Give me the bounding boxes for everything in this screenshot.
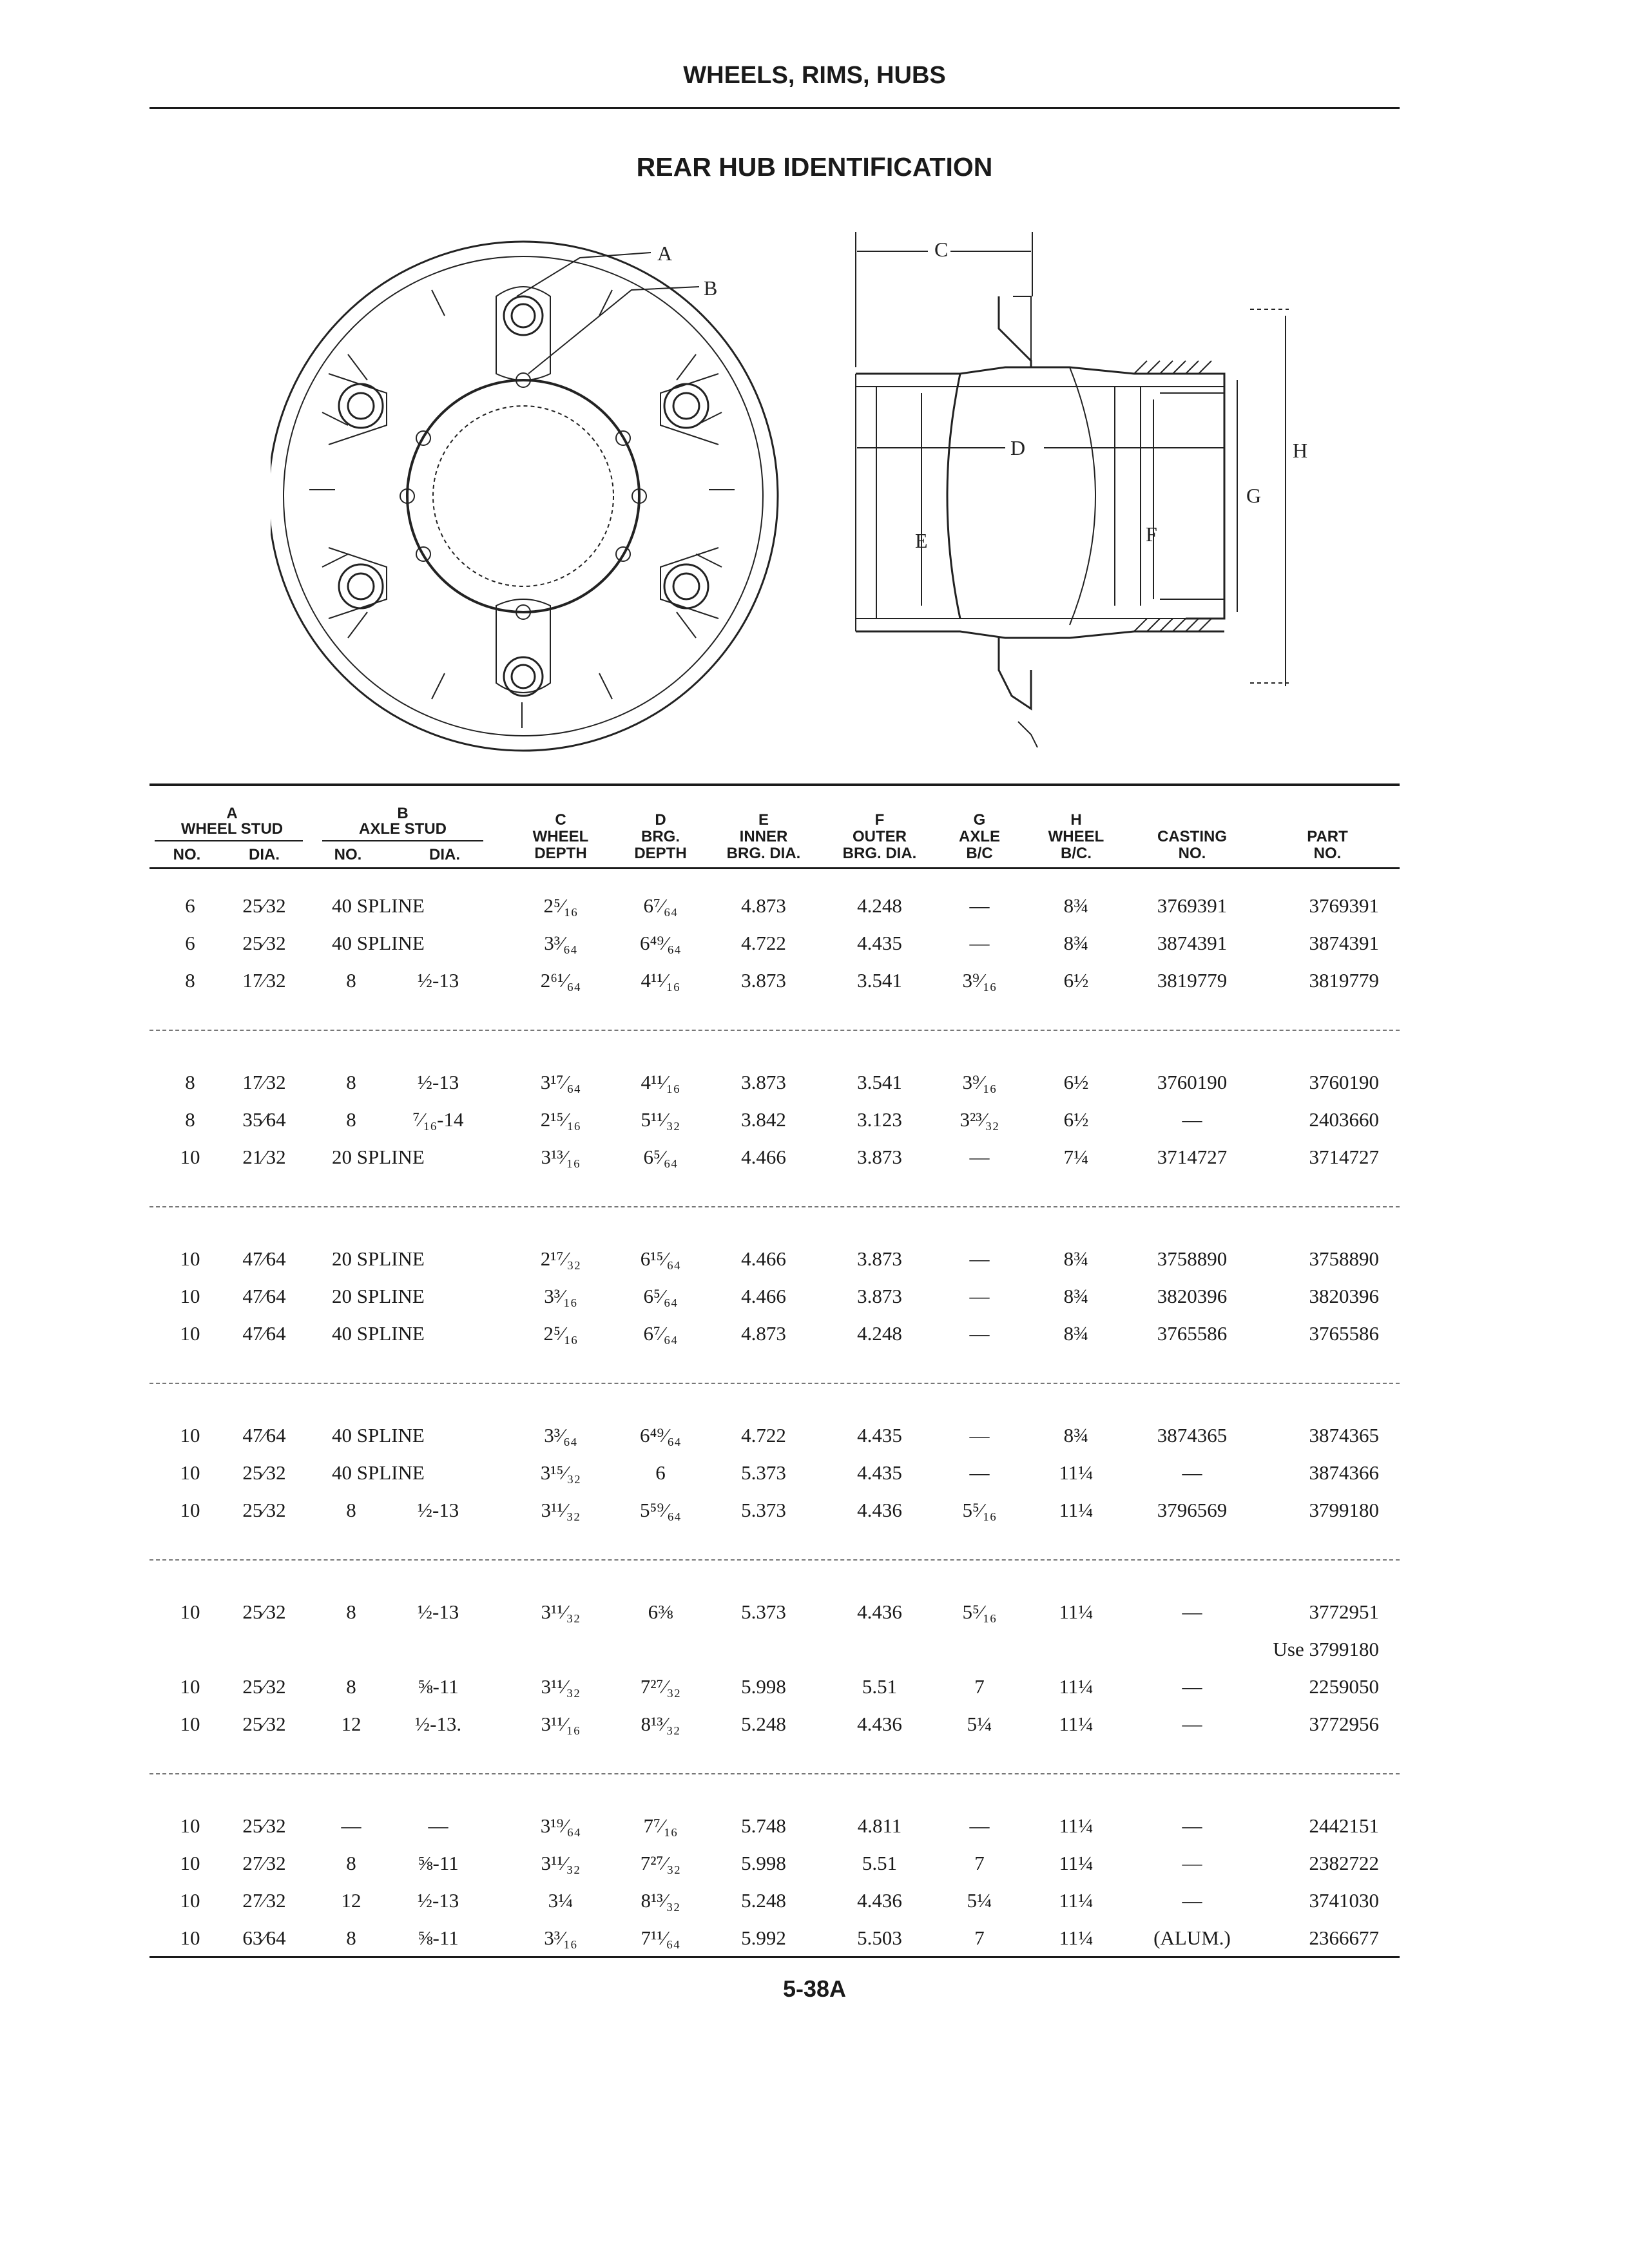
col-axle-stud-no: NO. [334,846,362,863]
cell-f-outer-brg-dia: 5.503 [857,1927,902,1949]
cell-g-axle-bc: — [969,1247,990,1270]
cell-part-no: 3874365 [1309,1424,1379,1446]
cell-part-no: 3874366 [1309,1461,1379,1484]
cell-g-axle-bc: 7 [974,1675,985,1698]
cell-f-outer-brg-dia: 4.435 [857,1424,902,1446]
label-d: D [1010,436,1026,459]
cell-g-axle-bc: — [969,1322,990,1345]
cell-part-no: 3769391 [1309,894,1379,917]
cell-wheel-stud-dia: 27⁄32 [242,1889,286,1912]
cell-axle-stud-dia: ⅝-11 [418,1927,459,1949]
cell-c-wheel-depth: 3¹⁵⁄₃₂ [540,1461,581,1484]
cell-casting-no: — [1182,1852,1202,1874]
cell-part-no: 3758890 [1309,1247,1379,1270]
cell-f-outer-brg-dia: 4.435 [857,932,902,954]
col-e-inner-brg-dia: E INNER BRG. DIA. [726,811,801,862]
table-bottom-rule [149,1956,1400,1958]
cell-f-outer-brg-dia: 5.51 [862,1675,898,1698]
cell-wheel-stud-dia: 35⁄64 [242,1108,286,1131]
cell-axle-stud-no: 40 SPLINE [332,1424,425,1446]
cell-g-axle-bc: 5¼ [967,1713,992,1735]
cell-h-wheel-bc: 6½ [1063,969,1089,992]
cell-axle-stud-dia: ⅝-11 [418,1852,459,1874]
cell-wheel-stud-no: 8 [185,1108,195,1131]
cell-casting-no: — [1182,1108,1202,1131]
cell-wheel-stud-no: 10 [180,1927,200,1949]
cell-c-wheel-depth: 3³⁄₆₄ [544,1424,577,1446]
cell-c-wheel-depth: 3¹³⁄₁₆ [541,1146,581,1168]
cell-f-outer-brg-dia: 3.541 [857,1071,902,1093]
cell-h-wheel-bc: 6½ [1063,1071,1089,1093]
cell-d-brg-depth: 6¹⁵⁄₆₄ [640,1247,681,1270]
cell-wheel-stud-no: 10 [180,1600,200,1623]
cell-h-wheel-bc: 6½ [1063,1108,1089,1131]
col-h-wheel-bc: H WHEEL B/C. [1048,811,1104,862]
cell-e-inner-brg-dia: 3.873 [741,969,786,992]
cell-wheel-stud-dia: 17⁄32 [242,1071,286,1093]
cell-axle-stud-no: 12 [341,1713,361,1735]
section-title: WHEELS, RIMS, HUBS [683,62,946,89]
cell-casting-no: (ALUM.) [1153,1927,1231,1949]
cell-c-wheel-depth: 2⁵⁄₁₆ [543,894,578,917]
cell-d-brg-depth: 6⁴⁹⁄₆₄ [640,1424,681,1446]
cell-wheel-stud-no: 10 [180,1285,200,1307]
cell-wheel-stud-no: 10 [180,1814,200,1837]
cell-e-inner-brg-dia: 5.373 [741,1499,786,1521]
cell-d-brg-depth: 6 [655,1461,666,1484]
cell-c-wheel-depth: 3¹¹⁄₃₂ [541,1852,581,1874]
cell-h-wheel-bc: 11¼ [1059,1852,1094,1874]
cell-part-no: 2259050 [1309,1675,1379,1698]
cell-f-outer-brg-dia: 4.248 [857,894,902,917]
label-h: H [1293,439,1308,462]
cell-wheel-stud-dia: 47⁄64 [242,1285,286,1307]
cell-e-inner-brg-dia: 4.466 [741,1285,786,1307]
cell-wheel-stud-dia: 21⁄32 [242,1146,286,1168]
col-part-no: PART NO. [1307,828,1348,862]
cell-part-no: 2403660 [1309,1108,1379,1131]
cell-wheel-stud-dia: 63⁄64 [242,1927,286,1949]
cell-d-brg-depth: 5⁵⁹⁄₆₄ [640,1499,681,1521]
col-group-wheel-stud: WHEEL STUD [180,820,284,838]
cell-part-no: 3741030 [1309,1889,1379,1912]
cell-e-inner-brg-dia: 4.722 [741,932,786,954]
cell-axle-stud-no: 40 SPLINE [332,932,425,954]
cell-f-outer-brg-dia: 5.51 [862,1852,898,1874]
cell-g-axle-bc: 5⁵⁄₁₆ [962,1600,997,1623]
cell-c-wheel-depth: 2¹⁷⁄₃₂ [540,1247,581,1270]
cell-wheel-stud-dia: 25⁄32 [242,1814,286,1837]
group-divider [149,1383,1400,1384]
cell-c-wheel-depth: 3¹¹⁄₃₂ [541,1675,581,1698]
cell-h-wheel-bc: 8¾ [1063,932,1089,954]
col-letter-a: A [226,805,238,822]
cell-h-wheel-bc: 11¼ [1059,1499,1094,1521]
cell-axle-stud-no: 8 [346,969,356,992]
cell-g-axle-bc: 7 [974,1852,985,1874]
cell-axle-stud-dia: ⅝-11 [418,1675,459,1698]
header-rule [149,107,1400,109]
col-letter-b: B [397,805,409,822]
cell-axle-stud-no: 40 SPLINE [332,1322,425,1345]
cell-g-axle-bc: — [969,894,990,917]
cell-axle-stud-no: 8 [346,1927,356,1949]
cell-axle-stud-no: — [341,1814,361,1837]
cell-wheel-stud-dia: 17⁄32 [242,969,286,992]
cell-e-inner-brg-dia: 3.842 [741,1108,786,1131]
cell-g-axle-bc: 7 [974,1927,985,1949]
cell-f-outer-brg-dia: 3.123 [857,1108,902,1131]
cell-wheel-stud-dia: 25⁄32 [242,894,286,917]
label-e: E [915,529,928,552]
cell-casting-no: 3820396 [1157,1285,1228,1307]
cell-wheel-stud-no: 6 [185,932,195,954]
col-axle-stud-dia: DIA. [429,846,460,863]
cell-h-wheel-bc: 8¾ [1063,894,1089,917]
cell-h-wheel-bc: 7¼ [1063,1146,1089,1168]
label-b: B [704,276,718,300]
cell-wheel-stud-dia: 25⁄32 [242,1713,286,1735]
label-a: A [657,242,673,265]
cell-d-brg-depth: 7²⁷⁄₃₂ [640,1675,681,1698]
col-casting-no: CASTING NO. [1157,828,1227,862]
cell-axle-stud-dia: ⁷⁄₁₆-14 [412,1108,464,1131]
cell-d-brg-depth: 8¹³⁄₃₂ [641,1713,680,1735]
cell-part-no: 3772956 [1309,1713,1379,1735]
cell-part-no: 3819779 [1309,969,1379,992]
cell-axle-stud-dia: ½-13 [417,1499,459,1521]
cell-h-wheel-bc: 8¾ [1063,1285,1089,1307]
cell-axle-stud-no: 20 SPLINE [332,1247,425,1270]
cell-casting-no: 3796569 [1157,1499,1228,1521]
cell-e-inner-brg-dia: 5.998 [741,1852,786,1874]
cell-axle-stud-no: 20 SPLINE [332,1146,425,1168]
cell-part-no: 3799180 [1309,1499,1379,1521]
cell-d-brg-depth: 7²⁷⁄₃₂ [640,1852,681,1874]
cell-casting-no: — [1182,1814,1202,1837]
cell-e-inner-brg-dia: 5.373 [741,1461,786,1484]
cell-axle-stud-no: 8 [346,1600,356,1623]
cell-e-inner-brg-dia: 4.722 [741,1424,786,1446]
cell-part-no: 3765586 [1309,1322,1379,1345]
cell-axle-stud-no: 8 [346,1675,356,1698]
cell-f-outer-brg-dia: 3.873 [857,1146,902,1168]
cell-wheel-stud-no: 10 [180,1461,200,1484]
cell-wheel-stud-dia: 47⁄64 [242,1424,286,1446]
cell-f-outer-brg-dia: 4.436 [857,1600,902,1623]
cell-casting-no: — [1182,1889,1202,1912]
cell-c-wheel-depth: 3¹¹⁄₁₆ [541,1713,581,1735]
cell-casting-no: — [1182,1675,1202,1698]
group-divider [149,1030,1400,1031]
cell-e-inner-brg-dia: 4.466 [741,1247,786,1270]
col-f-outer-brg-dia: F OUTER BRG. DIA. [842,811,917,862]
label-c: C [934,238,949,261]
cell-part-no: 3760190 [1309,1071,1379,1093]
cell-h-wheel-bc: 8¾ [1063,1322,1089,1345]
cell-e-inner-brg-dia: 5.748 [741,1814,786,1837]
cell-axle-stud-no: 8 [346,1852,356,1874]
cell-axle-stud-dia: — [428,1814,448,1837]
cell-h-wheel-bc: 11¼ [1059,1675,1094,1698]
group-divider [149,1206,1400,1207]
cell-c-wheel-depth: 3¹⁷⁄₆₄ [540,1071,581,1093]
cell-e-inner-brg-dia: 4.873 [741,1322,786,1345]
cell-part-no: 2442151 [1309,1814,1379,1837]
cell-g-axle-bc: — [969,1146,990,1168]
cell-casting-no: 3819779 [1157,969,1228,992]
cell-c-wheel-depth: 3¹¹⁄₃₂ [541,1600,581,1623]
cell-wheel-stud-no: 10 [180,1146,200,1168]
cell-c-wheel-depth: 2⁶¹⁄₆₄ [540,969,581,992]
wheel-stud-bosses [329,287,718,696]
cell-f-outer-brg-dia: 4.436 [857,1889,902,1912]
cell-c-wheel-depth: 3³⁄₁₆ [544,1285,577,1307]
cell-f-outer-brg-dia: 4.436 [857,1713,902,1735]
cell-c-wheel-depth: 3¹⁹⁄₆₄ [540,1814,581,1837]
cell-f-outer-brg-dia: 4.435 [857,1461,902,1484]
table-header-rule [149,867,1400,869]
cell-wheel-stud-dia: 25⁄32 [242,1675,286,1698]
cell-wheel-stud-no: 10 [180,1713,200,1735]
cell-c-wheel-depth: 2¹⁵⁄₁₆ [540,1108,581,1131]
table-top-rule [149,783,1400,786]
cell-c-wheel-depth: 3¼ [548,1889,574,1912]
cell-d-brg-depth: 6⁷⁄₆₄ [643,894,678,917]
cell-axle-stud-no: 40 SPLINE [332,894,425,917]
cell-casting-no: 3760190 [1157,1071,1228,1093]
cell-axle-stud-no: 20 SPLINE [332,1285,425,1307]
group-divider [149,1773,1400,1774]
cell-h-wheel-bc: 11¼ [1059,1927,1094,1949]
cell-wheel-stud-no: 6 [185,894,195,917]
cell-wheel-stud-no: 10 [180,1675,200,1698]
cell-casting-no: — [1182,1461,1202,1484]
cell-d-brg-depth: 7⁷⁄₁₆ [643,1814,678,1837]
cell-axle-stud-dia: ½-13 [417,1889,459,1912]
cell-f-outer-brg-dia: 3.873 [857,1285,902,1307]
cell-part-no: 3772951 [1309,1600,1379,1623]
cell-e-inner-brg-dia: 5.998 [741,1675,786,1698]
cell-casting-no: — [1182,1600,1202,1623]
cell-c-wheel-depth: 3³⁄₆₄ [544,932,577,954]
cell-h-wheel-bc: 11¼ [1059,1814,1094,1837]
cell-wheel-stud-no: 10 [180,1499,200,1521]
cell-axle-stud-no: 12 [341,1889,361,1912]
cell-g-axle-bc: 5¼ [967,1889,992,1912]
cell-part-no: 3714727 [1309,1146,1379,1168]
cell-d-brg-depth: 5¹¹⁄₃₂ [641,1108,680,1131]
cell-g-axle-bc: 3⁹⁄₁₆ [962,969,997,992]
col-g-axle-bc: G AXLE B/C [958,811,1000,862]
cell-h-wheel-bc: 11¼ [1059,1600,1094,1623]
cell-wheel-stud-no: 8 [185,1071,195,1093]
cell-f-outer-brg-dia: 4.436 [857,1499,902,1521]
cell-wheel-stud-no: 10 [180,1247,200,1270]
cell-d-brg-depth: 6⁵⁄₆₄ [643,1285,678,1307]
cell-c-wheel-depth: 2⁵⁄₁₆ [543,1322,578,1345]
cell-h-wheel-bc: 11¼ [1059,1713,1094,1735]
cell-wheel-stud-dia: 47⁄64 [242,1322,286,1345]
cell-wheel-stud-dia: 25⁄32 [242,1461,286,1484]
col-group-axle-stud: AXLE STUD [358,820,447,838]
label-f: F [1146,523,1157,546]
cell-casting-no: 3874391 [1157,932,1228,954]
cell-e-inner-brg-dia: 5.992 [741,1927,786,1949]
cell-casting-no: 3758890 [1157,1247,1228,1270]
cell-part-no: 2382722 [1309,1852,1379,1874]
cell-d-brg-depth: 7¹¹⁄₆₄ [641,1927,680,1949]
cell-g-axle-bc: — [969,1424,990,1446]
cell-axle-stud-dia: ½-13. [414,1713,462,1735]
cell-axle-stud-dia: ½-13 [417,1071,459,1093]
cell-d-brg-depth: 8¹³⁄₃₂ [641,1889,680,1912]
cell-g-axle-bc: 5⁵⁄₁₆ [962,1499,997,1521]
group-divider [149,1559,1400,1561]
cell-g-axle-bc: 3²³⁄₃₂ [959,1108,999,1131]
hub-section-view-diagram [838,219,1315,760]
cell-e-inner-brg-dia: 5.248 [741,1713,786,1735]
cell-wheel-stud-no: 10 [180,1322,200,1345]
cell-d-brg-depth: 6⅜ [648,1600,673,1623]
col-wheel-stud-dia: DIA. [249,846,280,863]
cell-g-axle-bc: — [969,1285,990,1307]
cell-axle-stud-no: 8 [346,1499,356,1521]
cell-e-inner-brg-dia: 3.873 [741,1071,786,1093]
cell-axle-stud-dia: ½-13 [417,1600,459,1623]
col-d-brg-depth: D BRG. DEPTH [634,811,687,862]
cell-wheel-stud-dia: 47⁄64 [242,1247,286,1270]
cell-f-outer-brg-dia: 3.873 [857,1247,902,1270]
cell-g-axle-bc: — [969,1461,990,1484]
cell-wheel-stud-dia: 25⁄32 [242,1600,286,1623]
cell-e-inner-brg-dia: 4.466 [741,1146,786,1168]
cell-axle-stud-no: 8 [346,1108,356,1131]
col-wheel-stud-no: NO. [173,846,201,863]
cell-wheel-stud-no: 10 [180,1889,200,1912]
cell-e-inner-brg-dia: 5.248 [741,1889,786,1912]
cell-casting-no: — [1182,1713,1202,1735]
cell-wheel-stud-dia: 25⁄32 [242,1499,286,1521]
cell-d-brg-depth: 4¹¹⁄₁₆ [641,1071,680,1093]
cell-casting-no: 3769391 [1157,894,1228,917]
cell-casting-no: 3874365 [1157,1424,1228,1446]
cell-part-no: 3820396 [1309,1285,1379,1307]
axle-stud-holes [400,373,646,619]
cell-axle-stud-no: 8 [346,1071,356,1093]
cell-d-brg-depth: 6⁷⁄₆₄ [643,1322,678,1345]
cell-axle-stud-dia: ½-13 [417,969,459,992]
cell-wheel-stud-dia: 25⁄32 [242,932,286,954]
col-c-wheel-depth: C WHEEL DEPTH [532,811,589,862]
cell-casting-no: 3714727 [1157,1146,1228,1168]
cell-casting-no: 3765586 [1157,1322,1228,1345]
cell-axle-stud-no: 40 SPLINE [332,1461,425,1484]
cell-wheel-stud-dia: 27⁄32 [242,1852,286,1874]
cell-d-brg-depth: 6⁵⁄₆₄ [643,1146,678,1168]
cell-h-wheel-bc: 11¼ [1059,1461,1094,1484]
cell-wheel-stud-no: 8 [185,969,195,992]
cell-h-wheel-bc: 8¾ [1063,1424,1089,1446]
label-g: G [1246,484,1262,507]
cell-g-axle-bc: — [969,932,990,954]
cell-wheel-stud-no: 10 [180,1852,200,1874]
cell-g-axle-bc: 3⁹⁄₁₆ [962,1071,997,1093]
cell-g-axle-bc: — [969,1814,990,1837]
cell-f-outer-brg-dia: 4.811 [857,1814,902,1837]
cell-h-wheel-bc: 11¼ [1059,1889,1094,1912]
cell-d-brg-depth: 6⁴⁹⁄₆₄ [640,932,681,954]
cell-part-no: Use 3799180 [1273,1638,1379,1660]
page-number: 5-38A [782,1975,847,2002]
cell-part-no: 2366677 [1309,1927,1379,1949]
cell-c-wheel-depth: 3³⁄₁₆ [544,1927,577,1949]
cell-c-wheel-depth: 3¹¹⁄₃₂ [541,1499,581,1521]
cell-e-inner-brg-dia: 4.873 [741,894,786,917]
page-title: REAR HUB IDENTIFICATION [636,152,993,182]
cell-f-outer-brg-dia: 4.248 [857,1322,902,1345]
cell-part-no: 3874391 [1309,932,1379,954]
cell-h-wheel-bc: 8¾ [1063,1247,1089,1270]
cell-f-outer-brg-dia: 3.541 [857,969,902,992]
hub-front-view-diagram [271,219,838,760]
cell-e-inner-brg-dia: 5.373 [741,1600,786,1623]
cell-wheel-stud-no: 10 [180,1424,200,1446]
cell-d-brg-depth: 4¹¹⁄₁₆ [641,969,680,992]
